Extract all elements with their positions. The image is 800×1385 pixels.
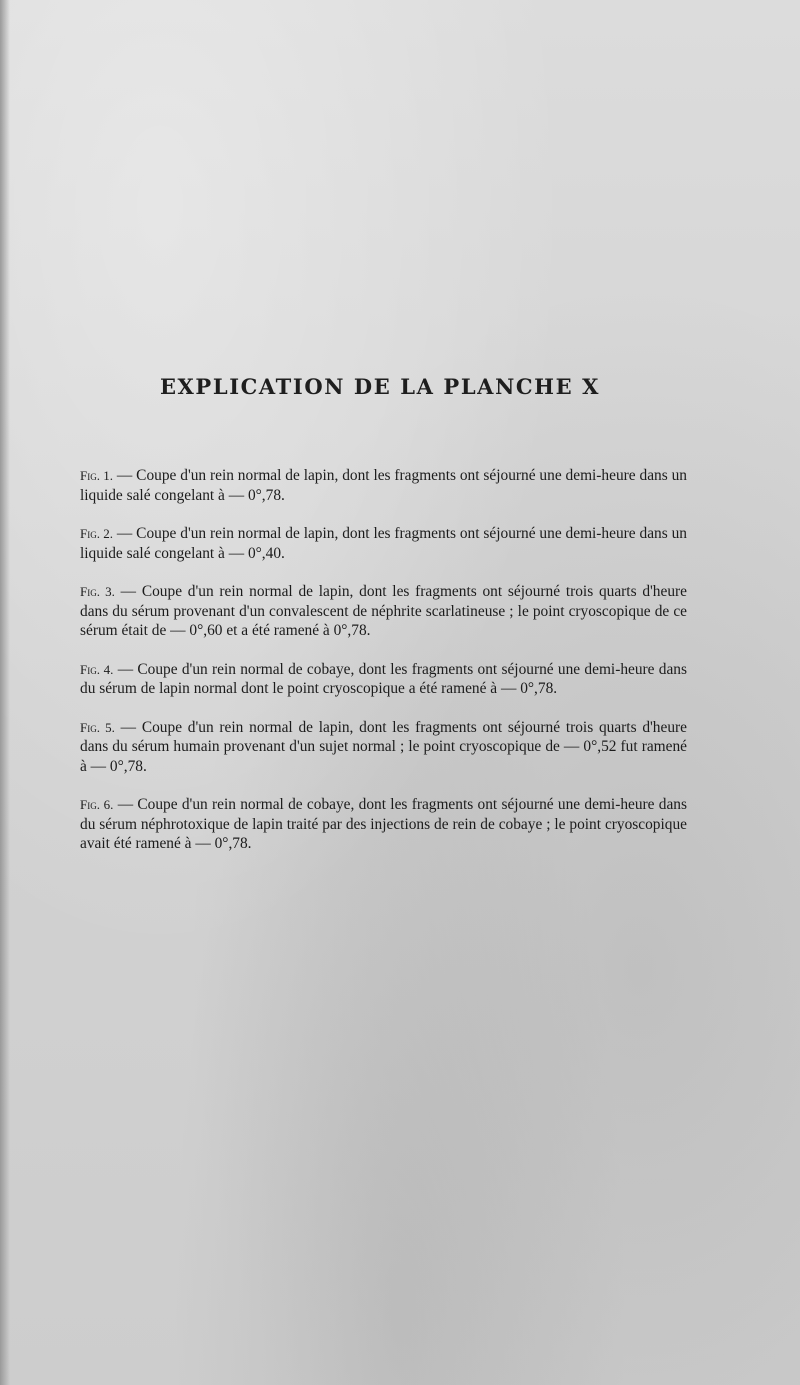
figure-label: Fig. 6. bbox=[80, 797, 114, 812]
figure-text: — Coupe d'un rein normal de cobaye, dont les fragments ont séjourné une demi-heure dans du sérum néphrotoxique de lapin traité par des injections de rein de cobaye ; le point cryoscopique avait été ramené à — 0°,78. bbox=[80, 796, 687, 852]
figure-caption-1 bbox=[80, 466, 687, 505]
figure-label: Fig. 2. bbox=[80, 526, 114, 541]
figure-caption-4 bbox=[80, 660, 687, 699]
figure-label: Fig. 1. bbox=[80, 468, 114, 483]
figure-text: — Coupe d'un rein normal de lapin, dont les fragments ont séjourné trois quarts d'heure dans du sérum humain provenant d'un sujet normal ; le point cryoscopique de — 0°,52 fut ramené à — 0°,78. bbox=[80, 718, 687, 775]
figure-caption-3 bbox=[80, 582, 687, 641]
figure-caption-6 bbox=[80, 795, 687, 854]
figure-caption-2 bbox=[80, 524, 687, 563]
figure-text: — Coupe d'un rein normal de lapin, dont les fragments ont séjourné trois quarts d'heure dans du sérum provenant d'un convalescent de néphrite scarlatineuse ; le point cryoscopique de ce sérum était de — 0°,60 et a été ramené à 0°,78. bbox=[80, 583, 687, 639]
figure-text: — Coupe d'un rein normal de lapin, dont les fragments ont séjourné une demi-heure dans un liquide salé congelant à — 0°,40. bbox=[80, 525, 687, 562]
figure-label: Fig. 5. bbox=[80, 719, 115, 735]
figure-label: Fig. 3. bbox=[80, 584, 115, 599]
figure-label: Fig. 4. bbox=[80, 661, 114, 677]
figure-text: — Coupe d'un rein normal de lapin, dont les fragments ont séjourné une demi-heure dans un liquide salé congelant à — 0°,78. bbox=[80, 467, 687, 504]
figure-captions bbox=[80, 466, 687, 873]
page-title: EXPLICATION DE LA PLANCHE X bbox=[159, 374, 601, 399]
figure-caption-5 bbox=[80, 718, 687, 777]
figure-text: — Coupe d'un rein normal de cobaye, dont les fragments ont séjourné une demi-heure dans du sérum de lapin normal dont le point cryoscopique a été ramené à — 0°,78. bbox=[80, 660, 687, 697]
page-edge-shadow bbox=[0, 0, 10, 1385]
